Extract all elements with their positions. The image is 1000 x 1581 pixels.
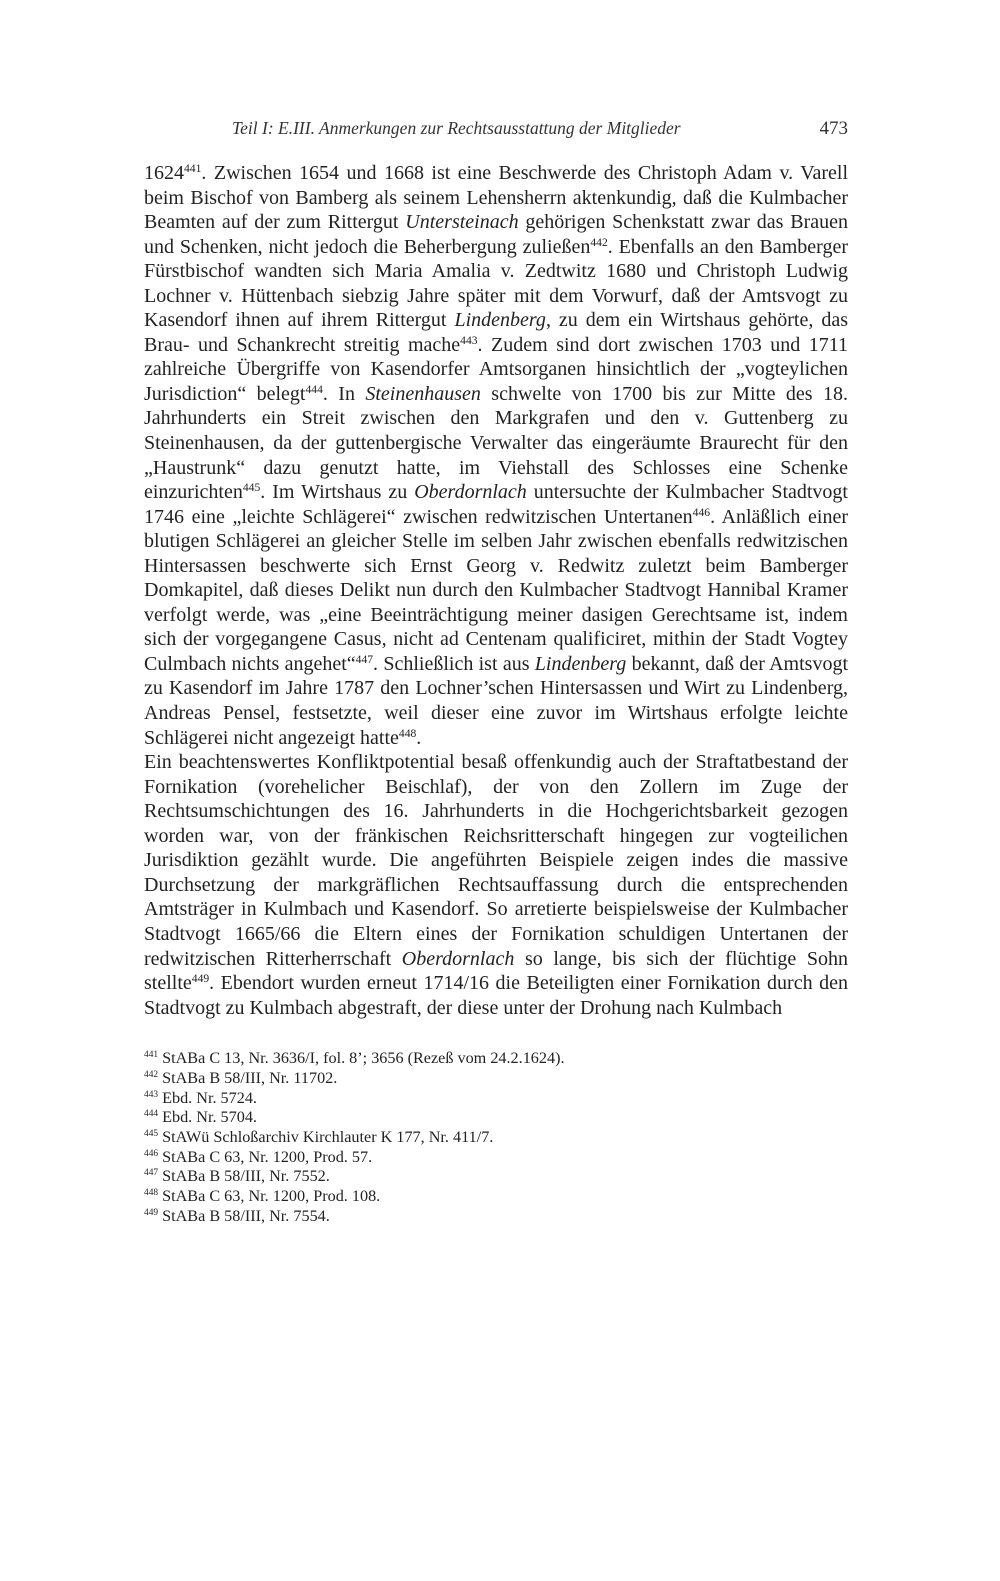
footnote-text: StABa C 13, Nr. 3636/I, fol. 8’; 3656 (Rezeß vom 24.2.1624). xyxy=(158,1049,565,1068)
footnote-text: StABa C 63, Nr. 1200, Prod. 108. xyxy=(158,1187,381,1206)
footnote xyxy=(144,1148,848,1168)
running-title: Teil I: E.III. Anmerkungen zur Rechtsausstattung der Mitglieder xyxy=(232,118,681,138)
footnote-text: StABa B 58/III, Nr. 7552. xyxy=(158,1167,330,1186)
footnote-number: 446 xyxy=(144,1148,159,1159)
page-number: 473 xyxy=(819,118,848,139)
footnote-text: StAWü Schloßarchiv Kirchlauter K 177, Nr. 411/7. xyxy=(158,1127,494,1146)
footnote-text: StABa C 63, Nr. 1200, Prod. 57. xyxy=(158,1147,373,1166)
footnote xyxy=(144,1187,848,1207)
footnote-number: 441 xyxy=(144,1050,159,1061)
footnote xyxy=(144,1108,848,1128)
footnote xyxy=(144,1089,848,1109)
footnote xyxy=(144,1069,848,1089)
footnote-text: Ebd. Nr. 5724. xyxy=(158,1088,257,1107)
footnote-text: StABa B 58/III, Nr. 7554. xyxy=(158,1206,330,1225)
footnote xyxy=(144,1167,848,1187)
footnote-number: 449 xyxy=(144,1207,159,1218)
paragraph: Ein beachtenswertes Konfliktpotential besaß offenkundig auch der Straftatbestand der Fornikation (vorehelicher Beischlaf), der von den Zollern im Zuge der Rechtsumschichtungen des 16. Jahrhunderts in die Hochgerichtsbarkeit gezogen worden war, von der fränkischen Reichsritterschaft hingegen zur vogteilichen Jurisdiktion gezählt wurde. Die angeführten Beispiele zeigen indes die massive Durchsetzung der markgräflichen Rechtsauffassung durch die entsprechenden Amtsträger in Kulmbach und Kasendorf. So arretierte beispielsweise der Kulmbacher Stadtvogt 1665/66 die Eltern eines der Fornikation schuldigen Untertanen der redwitzischen Ritterherrschaft Oberdornlach so lange, bis sich der flüchtige Sohn stellte$^{449}$. Ebendort wurden erneut 1714/16 die Beteiligten einer Fornikation durch den Stadtvogt zu Kulmbach abgestraft, der diese unter der Drohung nach Kulmbach xyxy=(144,751,848,1019)
footnote-number: 443 xyxy=(144,1089,159,1100)
paragraph: 1624$^{441}$. Zwischen 1654 und 1668 ist eine Beschwerde des Christoph Adam v. Varell beim Bischof von Bamberg als seinem Lehensherrn aktenkundig, daß die Kulmbacher Beamten auf der zum Rittergut Untersteinach gehörigen Schenkstatt zwar das Brauen und Schenken, nicht jedoch die Beherbergung zuließen$^{442}$. Ebenfalls an den Bamberger Fürstbischof wandten sich Maria Amalia v. Zedtwitz 1680 und Christoph Ludwig Lochner v. Hüttenbach siebzig Jahre später mit dem Vorwurf, daß der Amtsvogt zu Kasendorf ihnen auf ihrem Rittergut Lindenberg, zu dem ein Wirtshaus gehörte, das Brau- und Schankrecht streitig mache$^{443}$. Zudem sind dort zwischen 1703 und 1711 zahlreiche Übergriffe von Kasendorfer Amtsorganen hinsichtlich der „vogteylichen Jurisdiction“ belegt$^{444}$. In Steinenhausen schwelte von 1700 bis zur Mitte des 18. Jahrhunderts ein Streit zwischen den Markgrafen und den v. Guttenberg zu Steinenhausen, da der guttenbergische Verwalter das eingeräumte Braurecht für den „Haustrunk“ dazu genutzt hatte, im Viehstall des Schlosses eine Schenke einzurichten$^{445}$. Im Wirtshaus zu Oberdornlach untersuchte der Kulmbacher Stadtvogt 1746 eine „leichte Schlägerei“ zwischen redwitzischen Untertanen$^{446}$. Anläßlich einer blutigen Schlägerei an gleicher Stelle im selben Jahr zwischen ebenfalls redwitzischen Hintersassen beschwerte sich Ernst Georg v. Redwitz zuletzt beim Bamberger Domkapitel, daß dieses Delikt nun durch den Kulmbacher Stadtvogt Hannibal Kramer verfolgt werde, was „eine Beeinträchtigung meiner dasigen Gerechtsame ist, indem sich der vorgegangene Casus, nicht ad Centenam qualificiret, mithin der Stadt Vogtey Culmbach nichts angehet“$^{447}$. Schließlich ist aus Lindenberg bekannt, daß der Amtsvogt zu Kasendorf im Jahre 1787 den Lochner’schen Hintersassen und Wirt zu Lindenberg, Andreas Pensel, festsetzte, weil dieser eine zuvor im Wirtshaus erfolgte leichte Schlägerei nicht angezeigt hatte$^{448}$. xyxy=(144,161,848,749)
running-head xyxy=(144,118,848,140)
footnote-number: 448 xyxy=(144,1188,159,1199)
footnote xyxy=(144,1207,848,1227)
footnote-number: 447 xyxy=(144,1168,159,1179)
book-page xyxy=(144,118,848,1226)
footnote-number: 445 xyxy=(144,1129,159,1140)
footnote xyxy=(144,1128,848,1148)
footnotes xyxy=(144,1049,848,1226)
body-text xyxy=(144,161,848,1020)
footnote-text: Ebd. Nr. 5704. xyxy=(158,1108,257,1127)
footnote-number: 444 xyxy=(144,1109,159,1120)
footnote-text: StABa B 58/III, Nr. 11702. xyxy=(158,1068,338,1087)
footnote-number: 442 xyxy=(144,1070,159,1081)
footnote xyxy=(144,1049,848,1069)
